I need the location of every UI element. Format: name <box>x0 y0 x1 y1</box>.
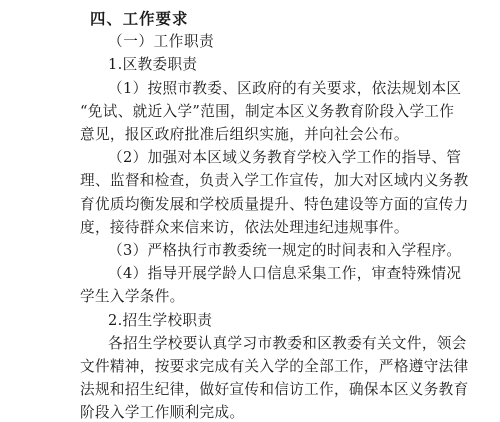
paragraph-line: 度，接待群众来信来访，依法处理违纪违规事件。 <box>80 218 409 236</box>
paragraph-line: （3）严格执行市教委统一规定的时间表和入学程序。 <box>108 242 462 259</box>
paragraph-line: 阶段入学工作顺利完成。 <box>80 404 245 422</box>
paragraph-line: 理、监督和检查，负责入学工作宣传，加大对区域内义务教 <box>80 172 469 190</box>
paragraph-line: 法规和招生纪律，做好宣传和信访工作，确保本区义务教育 <box>80 381 469 399</box>
paragraph-line: 各招生学校要认真学习市教委和区教委有关文件，领会 <box>108 334 467 352</box>
paragraph-line: 学生入学条件。 <box>80 288 185 306</box>
paragraph-line: 意见，报区政府批准后组织实施，并向社会公布。 <box>80 126 409 143</box>
paragraph-line: 文件精神，按要求完成有关入学的全部工作，严格遵守法律 <box>80 358 469 375</box>
paragraph-line: 育优质均衡发展和学校质量提升、特色建设等方面的宣传力 <box>80 195 469 213</box>
paragraph-line: （2）加强对本区域义务教育学校入学工作的指导、管 <box>108 149 462 167</box>
section1-title: 1.区教委职责 <box>108 56 198 74</box>
section2-title: 2.招生学校职责 <box>108 311 213 329</box>
section-heading: 四、工作要求 <box>90 10 189 28</box>
paragraph-line: （4）指导开展学龄人口信息采集工作，审查特殊情况 <box>108 265 462 283</box>
paragraph-line: “免试、就近入学”范围，制定本区义务教育阶段入学工作 <box>80 102 455 120</box>
subsection-heading: （一）工作职责 <box>108 33 215 51</box>
paragraph-line: （1）按照市教委、区政府的有关要求，依法规划本区 <box>108 79 462 97</box>
